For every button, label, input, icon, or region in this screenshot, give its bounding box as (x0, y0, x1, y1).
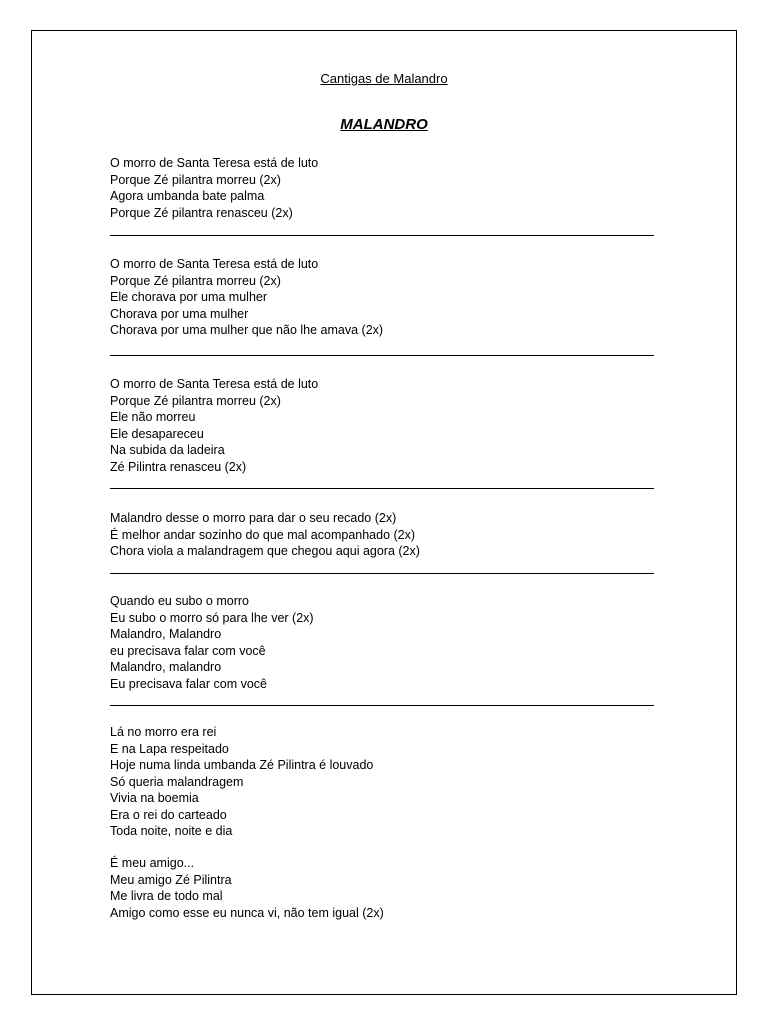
lyric-line: Hoje numa linda umbanda Zé Pilintra é louvado (110, 758, 374, 772)
lyric-line: Ele chorava por uma mulher (110, 290, 268, 304)
lyric-line: Ele desapareceu (110, 426, 204, 441)
lyric-line: Chorava por uma mulher que não lhe amava (2x) (110, 323, 384, 337)
song-title: MALANDRO (340, 116, 428, 133)
verse-1 (110, 155, 670, 221)
lyric-line: O morro de Santa Teresa está de luto (110, 156, 319, 170)
lyric-line: Malandro, Malandro (110, 627, 222, 641)
verse-separator (110, 705, 654, 706)
lyric-line: Malandro desse o morro para dar o seu recado (2x) (110, 511, 397, 525)
verse-6 (110, 724, 670, 840)
lyric-line: Eu subo o morro só para lhe ver (2x) (110, 610, 314, 625)
lyric-line: Vivia na boemia (110, 791, 199, 805)
lyric-line: Eu precisava falar com você (110, 676, 268, 691)
lyric-line: Malandro, malandro (110, 660, 222, 674)
verse-separator (110, 488, 654, 489)
lyric-line: Na subida da ladeira (110, 443, 225, 457)
verse-2 (110, 256, 670, 339)
lyric-line: Amigo como esse eu nunca vi, não tem igual (2x) (110, 905, 384, 920)
verse-separator (110, 573, 654, 574)
lyric-line: Ele não morreu (110, 410, 196, 424)
lyric-line: Meu amigo Zé Pilintra (110, 872, 232, 887)
lyric-line: Porque Zé pilantra morreu (2x) (110, 172, 281, 187)
lyric-line: Lá no morro era rei (110, 725, 217, 739)
verse-separator (110, 355, 654, 356)
lyric-line: O morro de Santa Teresa está de luto (110, 257, 319, 271)
lyric-line: Zé Pilintra renasceu (2x) (110, 459, 247, 474)
lyric-line: É melhor andar sozinho do que mal acompanhado (2x) (110, 527, 416, 542)
verse-4 (110, 510, 670, 560)
lyric-line: O morro de Santa Teresa está de luto (110, 377, 319, 391)
lyric-line: Porque Zé pilantra morreu (2x) (110, 393, 281, 408)
verse-3 (110, 376, 670, 475)
verse-5 (110, 593, 670, 692)
verse-separator (110, 235, 654, 236)
lyric-line: Agora umbanda bate palma (110, 189, 265, 203)
lyric-line: Chorava por uma mulher (110, 306, 249, 321)
lyric-line: Era o rei do carteado (110, 807, 227, 822)
lyric-line: É meu amigo... (110, 856, 195, 870)
lyric-line: Quando eu subo o morro (110, 594, 249, 608)
lyric-line: Me livra de todo mal (110, 889, 223, 903)
lyric-line: eu precisava falar com você (110, 643, 266, 658)
verse-7 (110, 855, 670, 921)
lyric-line: Toda noite, noite e dia (110, 824, 233, 838)
lyric-line: Chora viola a malandragem que chegou aqui agora (2x) (110, 544, 420, 558)
lyric-line: E na Lapa respeitado (110, 741, 229, 756)
lyric-line: Só queria malandragem (110, 774, 244, 789)
lyric-line: Porque Zé pilantra morreu (2x) (110, 273, 281, 288)
lyric-line: Porque Zé pilantra renasceu (2x) (110, 205, 293, 220)
document-title: Cantigas de Malandro (320, 71, 448, 86)
